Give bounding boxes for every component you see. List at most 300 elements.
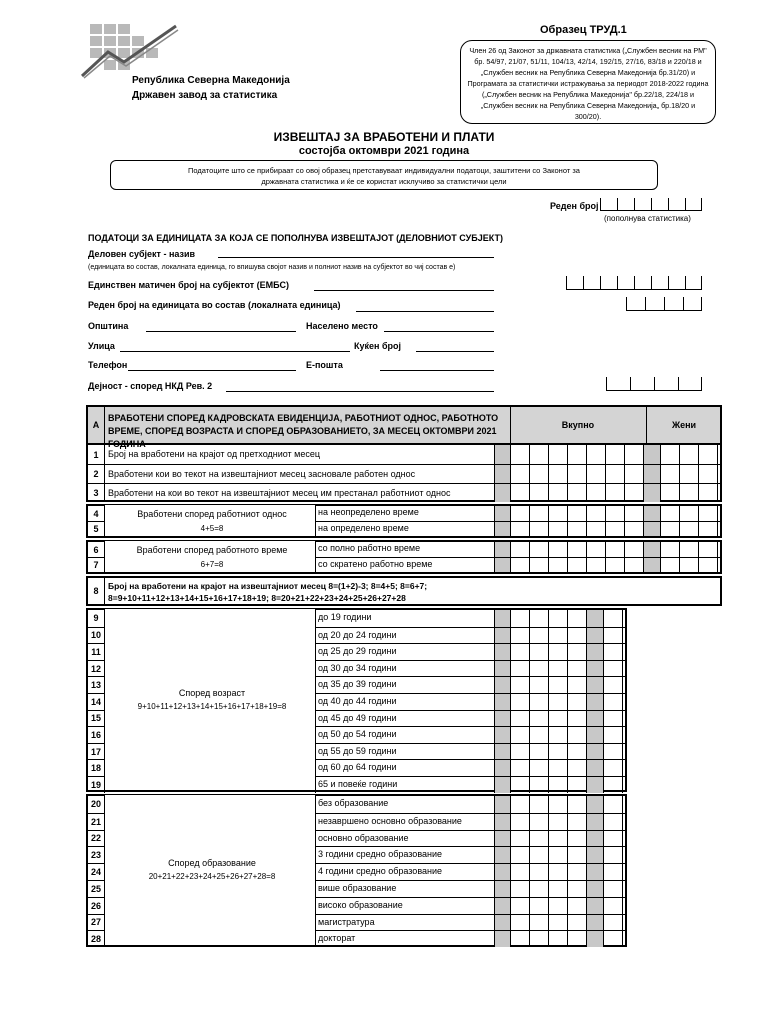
entry-cell[interactable]	[548, 506, 567, 521]
row-label: од 35 до 39 години	[318, 679, 397, 690]
entry-cell[interactable]	[679, 506, 698, 521]
entry-cell[interactable]	[529, 484, 548, 502]
entry-cell[interactable]	[529, 542, 548, 557]
entry-cell[interactable]	[567, 864, 586, 880]
entry-cell[interactable]	[529, 694, 548, 710]
serial-label: Реден број	[550, 201, 599, 211]
entry-cell[interactable]	[567, 744, 586, 760]
entry-cell[interactable]	[510, 727, 529, 743]
street-field[interactable]	[120, 351, 350, 352]
entry-cell[interactable]	[660, 558, 679, 572]
entry-cell[interactable]	[510, 760, 529, 776]
shaded-cell	[494, 661, 510, 677]
entry-cell[interactable]	[510, 694, 529, 710]
row-number: 8	[88, 578, 105, 604]
entry-cell[interactable]	[510, 465, 529, 483]
entry-cell[interactable]	[510, 744, 529, 760]
table-row	[88, 643, 625, 660]
entry-cell[interactable]	[567, 915, 586, 931]
shaded-cell	[494, 558, 510, 572]
entry-cell[interactable]	[622, 881, 641, 897]
shaded-cell	[586, 610, 603, 627]
entry-cell[interactable]	[529, 522, 548, 536]
entry-cell[interactable]	[529, 445, 548, 464]
entity-note: (единицата во состав, локалната единица, го впишува својот назив и полниот назив на субјектот во чиј состав е)	[88, 264, 456, 271]
entry-cell[interactable]	[567, 898, 586, 914]
entry-cell[interactable]	[586, 445, 605, 464]
row-number: 20	[88, 796, 105, 813]
entry-cell[interactable]	[529, 711, 548, 727]
entry-cell[interactable]	[510, 522, 529, 536]
entry-cell[interactable]	[529, 558, 548, 572]
entry-cell[interactable]	[548, 711, 567, 727]
entry-cell[interactable]	[679, 558, 698, 572]
entry-cell[interactable]	[510, 711, 529, 727]
row-label: докторат	[318, 933, 356, 944]
entry-cell[interactable]	[567, 644, 586, 660]
entry-cell[interactable]	[510, 931, 529, 947]
entry-cell[interactable]	[510, 644, 529, 660]
entry-cell[interactable]	[717, 542, 736, 557]
row-label: од 60 до 64 години	[318, 762, 397, 773]
entry-cell[interactable]	[529, 677, 548, 693]
entry-cell[interactable]	[548, 465, 567, 483]
shaded-cell	[586, 898, 603, 914]
row-label: од 50 до 54 години	[318, 729, 397, 740]
entry-cell[interactable]	[548, 796, 567, 813]
entry-cell[interactable]	[679, 484, 698, 502]
municipality-field[interactable]	[146, 331, 296, 332]
row-number: 2	[88, 465, 105, 483]
entry-cell[interactable]	[717, 445, 736, 464]
entry-cell[interactable]	[586, 506, 605, 521]
entry-cell[interactable]	[529, 831, 548, 847]
entry-cell[interactable]	[529, 661, 548, 677]
row-label: без образование	[318, 798, 389, 808]
page-subtitle: состојба октомври 2021 година	[298, 145, 470, 157]
entry-cell[interactable]	[622, 610, 641, 627]
entry-cell[interactable]	[529, 915, 548, 931]
shaded-cell	[643, 445, 660, 464]
entry-cell[interactable]	[698, 522, 717, 536]
entry-cell[interactable]	[567, 677, 586, 693]
entry-cell[interactable]	[679, 542, 698, 557]
entry-cell[interactable]	[603, 814, 622, 830]
entry-cell[interactable]	[567, 694, 586, 710]
entry-cell[interactable]	[567, 796, 586, 813]
entry-cell[interactable]	[529, 727, 548, 743]
entry-cell[interactable]	[510, 506, 529, 521]
local-unit-line	[356, 311, 494, 312]
entry-cell[interactable]	[605, 522, 624, 536]
entry-cell[interactable]	[698, 465, 717, 483]
entry-cell[interactable]	[510, 484, 529, 502]
entry-cell[interactable]	[510, 881, 529, 897]
entry-cell[interactable]	[529, 881, 548, 897]
entry-cell[interactable]	[622, 814, 641, 830]
entry-cell[interactable]	[548, 610, 567, 627]
entry-cell[interactable]	[548, 760, 567, 776]
entry-cell[interactable]	[603, 777, 622, 793]
entry-cell[interactable]	[510, 831, 529, 847]
entry-cell[interactable]	[698, 558, 717, 572]
shaded-cell	[494, 814, 510, 830]
row-number: 24	[88, 864, 105, 880]
table-row	[88, 710, 625, 727]
entry-cell[interactable]	[567, 484, 586, 502]
legal-note: Член 26 од Законот за државната статистика („Службен весник на РМ" бр. 54/97, 21/07, 51/11, 104/13, 42/14, 192/15, 27/16, 83/18 и 220/18 и „Службен весник на Република Северна Македонија бр.31/20) и Програмата за статистички истражувања за периодот 2018-2022 година („Службен весник на Република Македонија" бр.22/18, 224/18 и „Службен весник на Република Северна Македонија„ бр.18/20 и 300/20).	[460, 40, 716, 124]
row-number: 1	[88, 445, 105, 464]
entry-cell[interactable]	[548, 831, 567, 847]
shaded-cell	[586, 744, 603, 760]
entry-cell[interactable]	[510, 628, 529, 644]
entry-cell[interactable]	[510, 777, 529, 793]
table-row	[88, 610, 625, 627]
entry-cell[interactable]	[679, 445, 698, 464]
entry-cell[interactable]	[510, 677, 529, 693]
entry-cell[interactable]	[622, 644, 641, 660]
entry-cell[interactable]	[567, 711, 586, 727]
entry-cell[interactable]	[567, 727, 586, 743]
table-a-header	[86, 405, 722, 449]
entry-cell[interactable]	[660, 445, 679, 464]
row-label: незавршено основно образование	[318, 815, 462, 826]
row-label: од 55 до 59 години	[318, 745, 397, 756]
entry-cell[interactable]	[529, 931, 548, 947]
shaded-cell	[494, 831, 510, 847]
entry-cell[interactable]	[717, 558, 736, 572]
entry-cell[interactable]	[510, 610, 529, 627]
shaded-cell	[494, 506, 510, 521]
row-number: 5	[88, 522, 105, 536]
entry-cell[interactable]	[603, 931, 622, 947]
row-8-line2: 8=9+10+11+12+13+14+15+16+17+18+19; 8=20+21+22+23+24+25+26+27+28	[108, 593, 406, 603]
entry-cell[interactable]	[510, 796, 529, 813]
entry-cell[interactable]	[567, 465, 586, 483]
entry-cell[interactable]	[529, 744, 548, 760]
entry-cell[interactable]	[510, 661, 529, 677]
shaded-cell	[643, 542, 660, 557]
entry-cell[interactable]	[698, 484, 717, 502]
row-label: високо образование	[318, 899, 403, 910]
shaded-cell	[494, 677, 510, 693]
entry-cell[interactable]	[603, 915, 622, 931]
org-institute: Државен завод за статистика	[132, 90, 278, 101]
row-number: 23	[88, 847, 105, 863]
shaded-cell	[494, 931, 510, 947]
entry-cell[interactable]	[622, 898, 641, 914]
entity-name-label: Деловен субјект - назив	[88, 249, 196, 259]
entry-cell[interactable]	[624, 445, 643, 464]
row-number: 21	[88, 814, 105, 830]
entry-cell[interactable]	[567, 831, 586, 847]
phone-field[interactable]	[128, 370, 296, 371]
local-unit-input[interactable]	[626, 297, 702, 311]
entry-cell[interactable]	[586, 522, 605, 536]
entry-cell[interactable]	[567, 610, 586, 627]
entry-cell[interactable]	[567, 881, 586, 897]
entry-cell[interactable]	[548, 558, 567, 572]
row-number: 25	[88, 881, 105, 897]
row-number: 12	[88, 661, 105, 677]
entry-cell[interactable]	[605, 445, 624, 464]
row-number: 11	[88, 644, 105, 660]
entry-cell[interactable]	[529, 628, 548, 644]
shaded-cell	[586, 727, 603, 743]
entry-cell[interactable]	[529, 506, 548, 521]
entry-cell[interactable]	[510, 542, 529, 557]
org-name: Република Северна Македонија	[132, 75, 290, 86]
entry-cell[interactable]	[622, 744, 641, 760]
entry-cell[interactable]	[717, 506, 736, 521]
entry-cell[interactable]	[548, 744, 567, 760]
row-label: магистратура	[318, 916, 375, 927]
activity-code-input[interactable]	[606, 377, 702, 391]
age-label: Според возраст	[178, 688, 246, 698]
entry-cell[interactable]	[567, 558, 586, 572]
confidentiality-notice: Податоците што се прибираат со овој образец претставуваат индивидуални податоци, заштитени со Законот за државната статистика и ќе се користат исклучиво за статистички цели	[110, 160, 658, 190]
entry-cell[interactable]	[603, 864, 622, 880]
entry-cell[interactable]	[603, 711, 622, 727]
entry-cell[interactable]	[698, 506, 717, 521]
entry-cell[interactable]	[622, 677, 641, 693]
entry-cell[interactable]	[510, 814, 529, 830]
row-number: 18	[88, 760, 105, 776]
education-label: Според образование	[168, 858, 256, 868]
entry-cell[interactable]	[548, 864, 567, 880]
shaded-cell	[494, 915, 510, 931]
shaded-cell	[494, 522, 510, 536]
shaded-cell	[494, 796, 510, 813]
entry-cell[interactable]	[548, 727, 567, 743]
row-label: 65 и повеќе години	[318, 779, 398, 789]
phone-label: Телефон	[88, 360, 128, 370]
entry-cell[interactable]	[510, 864, 529, 880]
shaded-cell	[494, 898, 510, 914]
entry-cell[interactable]	[622, 727, 641, 743]
form-code: Образец ТРУД.1	[540, 24, 627, 36]
entry-cell[interactable]	[679, 465, 698, 483]
entry-cell[interactable]	[510, 915, 529, 931]
table-row	[88, 930, 625, 947]
entry-cell[interactable]	[622, 864, 641, 880]
entry-cell[interactable]	[548, 445, 567, 464]
entry-cell[interactable]	[529, 760, 548, 776]
entry-cell[interactable]	[586, 542, 605, 557]
entry-cell[interactable]	[529, 777, 548, 793]
entry-cell[interactable]	[567, 445, 586, 464]
entry-cell[interactable]	[660, 484, 679, 502]
entry-cell[interactable]	[603, 694, 622, 710]
entry-cell[interactable]	[586, 484, 605, 502]
row-8	[86, 576, 722, 606]
entry-cell[interactable]	[567, 628, 586, 644]
entry-cell[interactable]	[717, 522, 736, 536]
entry-cell[interactable]	[622, 847, 641, 863]
table-a-letter: А	[88, 407, 105, 443]
entry-cell[interactable]	[510, 898, 529, 914]
entry-cell[interactable]	[567, 542, 586, 557]
entry-cell[interactable]	[603, 628, 622, 644]
entry-cell[interactable]	[529, 610, 548, 627]
entry-cell[interactable]	[548, 881, 567, 897]
entry-cell[interactable]	[567, 847, 586, 863]
shaded-cell	[586, 796, 603, 813]
entry-cell[interactable]	[567, 661, 586, 677]
serial-input[interactable]	[600, 198, 702, 211]
entry-cell[interactable]	[603, 847, 622, 863]
entry-cell[interactable]	[622, 711, 641, 727]
entity-name-field[interactable]	[218, 257, 494, 258]
entry-cell[interactable]	[624, 558, 643, 572]
entry-cell[interactable]	[529, 898, 548, 914]
row-label: до 19 години	[318, 612, 372, 622]
row-label: со скратено работно време	[318, 559, 433, 569]
entry-cell[interactable]	[624, 506, 643, 521]
entry-cell[interactable]	[510, 558, 529, 572]
entry-cell[interactable]	[548, 644, 567, 660]
shaded-cell	[586, 881, 603, 897]
row-label: од 40 до 44 години	[318, 696, 397, 706]
entry-cell[interactable]	[548, 814, 567, 830]
entry-cell[interactable]	[529, 644, 548, 660]
entry-cell[interactable]	[717, 465, 736, 483]
entry-cell[interactable]	[605, 484, 624, 502]
entry-cell[interactable]	[605, 506, 624, 521]
entry-cell[interactable]	[624, 465, 643, 483]
shaded-cell	[494, 694, 510, 710]
entry-cell[interactable]	[622, 915, 641, 931]
entry-cell[interactable]	[567, 777, 586, 793]
entry-cell[interactable]	[622, 694, 641, 710]
entry-cell[interactable]	[603, 831, 622, 847]
shaded-cell	[643, 465, 660, 483]
row-number: 22	[88, 831, 105, 847]
entry-cell[interactable]	[622, 661, 641, 677]
entry-cell[interactable]	[603, 661, 622, 677]
entry-cell[interactable]	[603, 796, 622, 813]
entry-cell[interactable]	[548, 661, 567, 677]
settlement-field[interactable]	[384, 331, 494, 332]
entry-cell[interactable]	[622, 831, 641, 847]
entry-cell[interactable]	[548, 522, 567, 536]
email-field[interactable]	[380, 370, 494, 371]
entry-cell[interactable]	[529, 814, 548, 830]
row-label: со полно работно време	[318, 543, 421, 553]
serial-note: (пополнува статистика)	[604, 214, 691, 223]
entry-cell[interactable]	[548, 915, 567, 931]
email-label: Е-пошта	[306, 360, 343, 370]
entry-cell[interactable]	[567, 814, 586, 830]
entry-cell[interactable]	[622, 760, 641, 776]
shaded-cell	[586, 694, 603, 710]
women-column-header: Жени	[671, 420, 697, 430]
row-8-line1: Број на вработени на крајот на извештајниот месец 8=(1+2)-3; 8=4+5; 8=6+7;	[108, 581, 428, 591]
shaded-cell	[494, 542, 510, 557]
entry-cell[interactable]	[567, 522, 586, 536]
shaded-cell	[494, 465, 510, 483]
entry-cell[interactable]	[603, 881, 622, 897]
entry-cell[interactable]	[548, 777, 567, 793]
entry-cell[interactable]	[603, 744, 622, 760]
entry-cell[interactable]	[624, 522, 643, 536]
entry-cell[interactable]	[548, 542, 567, 557]
shaded-cell	[643, 522, 660, 536]
table-row	[88, 759, 625, 776]
entry-cell[interactable]	[586, 465, 605, 483]
shaded-cell	[494, 760, 510, 776]
entry-cell[interactable]	[698, 445, 717, 464]
entry-cell[interactable]	[660, 522, 679, 536]
entry-cell[interactable]	[660, 542, 679, 557]
row-label: више образование	[318, 883, 397, 893]
entry-cell[interactable]	[717, 484, 736, 502]
shaded-cell	[494, 864, 510, 880]
shaded-cell	[586, 915, 603, 931]
embs-label: Единствен матичен број на субјектот (ЕМБС)	[88, 280, 289, 290]
entry-cell[interactable]	[548, 628, 567, 644]
entry-cell[interactable]	[548, 931, 567, 947]
entry-cell[interactable]	[622, 796, 641, 813]
entry-cell[interactable]	[624, 542, 643, 557]
row-number: 19	[88, 777, 105, 793]
entry-cell[interactable]	[567, 506, 586, 521]
entry-cell[interactable]	[622, 777, 641, 793]
row-number: 6	[88, 542, 105, 557]
entry-cell[interactable]	[605, 558, 624, 572]
entry-cell[interactable]	[548, 847, 567, 863]
entry-cell[interactable]	[603, 644, 622, 660]
entry-cell[interactable]	[529, 847, 548, 863]
page-title: ИЗВЕШТАЈ ЗА ВРАБОТЕНИ И ПЛАТИ	[273, 130, 495, 144]
entry-cell[interactable]	[510, 847, 529, 863]
entry-cell[interactable]	[605, 465, 624, 483]
entry-cell[interactable]	[603, 727, 622, 743]
row-label: 3 години средно образование	[318, 849, 443, 860]
entry-cell[interactable]	[548, 484, 567, 502]
entry-cell[interactable]	[624, 484, 643, 502]
entry-cell[interactable]	[660, 465, 679, 483]
entry-cell[interactable]	[698, 542, 717, 557]
entry-cell[interactable]	[622, 628, 641, 644]
entry-cell[interactable]	[548, 677, 567, 693]
entry-cell[interactable]	[548, 898, 567, 914]
total-column-header: Вкупно	[561, 420, 595, 430]
entry-cell[interactable]	[603, 677, 622, 693]
shaded-cell	[494, 445, 510, 464]
entry-cell[interactable]	[622, 931, 641, 947]
shaded-cell	[586, 644, 603, 660]
entry-cell[interactable]	[660, 506, 679, 521]
shaded-cell	[586, 931, 603, 947]
entry-cell[interactable]	[529, 864, 548, 880]
entry-cell[interactable]	[603, 898, 622, 914]
entry-cell[interactable]	[567, 931, 586, 947]
entry-cell[interactable]	[603, 610, 622, 627]
entry-cell[interactable]	[510, 445, 529, 464]
entry-cell[interactable]	[605, 542, 624, 557]
entry-cell[interactable]	[529, 796, 548, 813]
entry-cell[interactable]	[548, 694, 567, 710]
table-row	[88, 880, 625, 897]
entry-cell[interactable]	[603, 760, 622, 776]
entry-cell[interactable]	[679, 522, 698, 536]
house-no-field[interactable]	[416, 351, 494, 352]
entry-cell[interactable]	[529, 465, 548, 483]
embs-input[interactable]	[566, 276, 702, 290]
entry-cell[interactable]	[586, 558, 605, 572]
entry-cell[interactable]	[567, 760, 586, 776]
